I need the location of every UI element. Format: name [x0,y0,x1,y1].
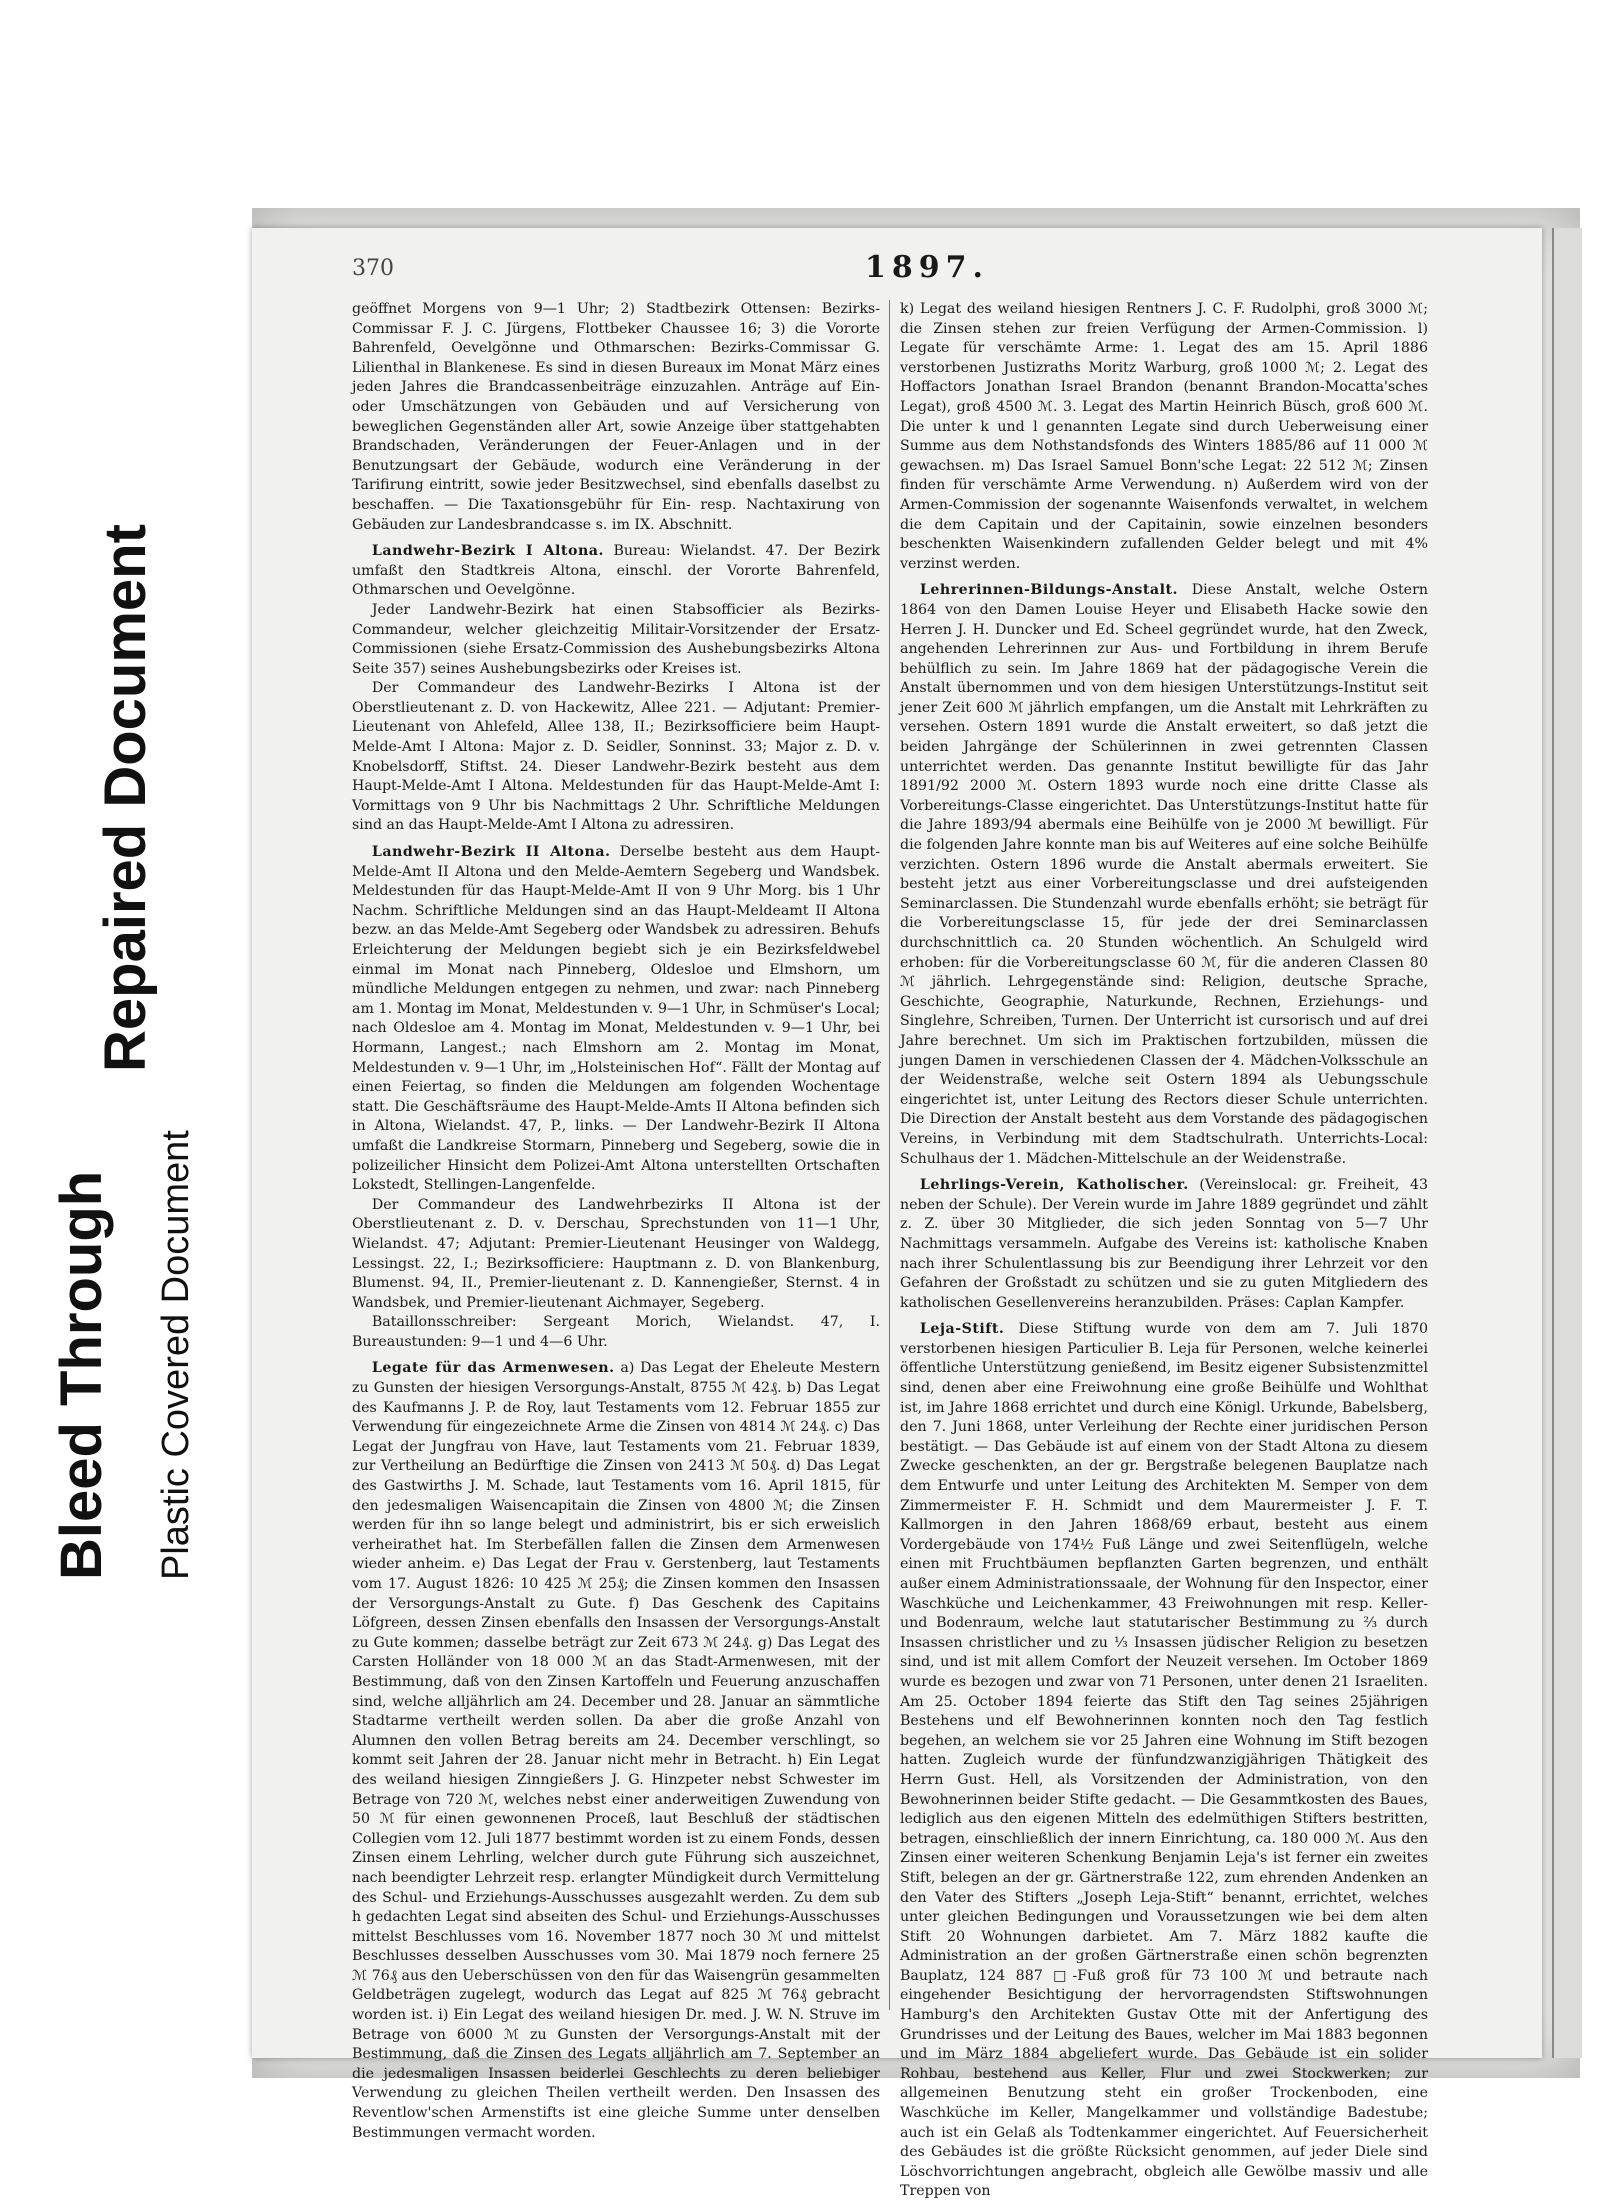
entry-heading: Legate für das Armenwesen. [371,1360,615,1377]
page-year: 1897. [865,250,989,285]
label-plastic-covered: Plastic Covered Document [155,1130,197,1580]
entry-heading: Landwehr-Bezirk II Altona. [371,844,611,861]
label-repaired-document: Repaired Document [93,524,158,1072]
entry-landwehr-1 [352,542,880,601]
paragraph: Jeder Landwehr-Bezirk hat einen Stabsofficier als Bezirks-Commandeur, welcher gleichzeitig Militair-Vorsitzender der Ersatz-Commissionen (siehe Ersatz-Commission des Aushebungsbezirks Altona Seite 357) seines Aushebungsbezirks oder Kreises ist. [352,601,880,677]
paragraph: Der Commandeur des Landwehrbezirks II Altona ist der Oberstlieutenant z. D. v. Derschau, Sprechstunden von 11—1 Uhr, Wielandst. 47; Adjutant: Premier-Lieutenant Heusinger von Waldegg, Lessingst. 22, I.; Bezirksofficiere: Hauptmann z. D. von Blankenburg, Blumenst. 94, II., Premier-lieutenant z. D. Kannengießer, Sternst. 4 in Wandsbek, und Premier-lieutenant Aichmayer, Segeberg. [352,1196,880,1311]
page-header [352,250,1502,290]
paragraph: Der Commandeur des Landwehr-Bezirks I Altona ist der Oberstlieutenant z. D. von Hackewitz, Allee 221. — Adjutant: Premier-Lieutenant von Ahlefeld, Allee 138, II.; Bezirksofficiere beim Haupt-Melde-Amt I Altona: Major z. D. Seidler, Sonninst. 33; Major z. D. v. Knobelsdorff, Stiftst. 24. Dieser Landwehr-Bezirk besteht aus dem Haupt-Melde-Amt I Altona. Meldestunden für das Haupt-Melde-Amt I: Vormittags von 9 Uhr bis Nachmittags 2 Uhr. Schriftliche Meldungen sind an das Haupt-Melde-Amt I Altona zu adressiren. [352,680,880,834]
entry-heading: Lehrlings-Verein, Katholischer. [919,1177,1189,1194]
entry-legate [352,1359,880,2143]
entry-heading: Lehrerinnen-Bildungs-Anstalt. [919,582,1178,599]
entry-text: Diese Anstalt, welche Ostern 1864 von den Damen Louise Heyer und Elisabeth Hacke sowie den Herren J. H. Duncker und Ed. Scheel gegründet wurde, hat den Zweck, angehenden Lehrerinnen zur Aus- und Fortbildung in ihrem Berufe behülflich zu sein. Im Jahre 1869 hat der pädagogische Verein die Anstalt übernommen und von dem hiesigen Unterstützungs-Institut seit jener Zeit 600 ℳ jährlich empfangen, um die Anstalt mit Lehrkräften zu versehen. Ostern 1891 wurde die Anstalt erweitert, so daß jetzt die beiden Jahrgänge der Schülerinnen in zwei getrennten Classen unterrichtet werden. Das genannte Institut bewilligte für das Jahr 1891/92 2000 ℳ. Ostern 1893 wurde noch eine dritte Classe als Vorbereitungs-Classe eingerichtet. Das Unterstützungs-Institut hatte für die Jahre 1893/94 abermals eine Beihülfe von je 2000 ℳ bewilligt. Für die folgenden Jahre konnte man bis auf Weiteres auf eine solche Beihülfe verzichten. Ostern 1896 wurde die Anstalt abermals erweitert. Sie besteht jetzt aus einer Vorbereitungsclasse und drei aufsteigenden Seminarclassen. Die Stundenzahl wurde ebenfalls erhöht; sie beträgt für die Vorbereitungsclasse 15, für jede der drei Seminarclassen durchschnittlich ca. 20 Stunden wöchentlich. An Schulgeld wird erhoben: für die Vorbereitungsclasse 60 ℳ, für die anderen Classen 80 ℳ jährlich. Lehrgegenstände sind: Religion, deutsche Sprache, Geschichte, Geographie, Naturkunde, Rechnen, Erziehungs- und Singlehre, Schreiben, Turnen. Der Unterricht ist cursorisch und auf drei Jahre berechnet. Um sich im Praktischen fortzubilden, müssen die jungen Damen in verschiedenen Classen der 4. Mädchen-Volksschule an der Weidenstraße, welche seit Ostern 1894 als Uebungsschule eingerichtet ist, unter Leitung des Rectors dieser Schule unterrichten. Die Direction der Anstalt besteht aus dem Vorstande des pädagogischen Vereins, in Verbindung mit dem Stadtschulrath. Unterrichts-Local: Schulhaus der 1. Mädchen-Mittelschule an der Weidenstraße. [900,582,1428,1167]
scanned-page-area [252,208,1580,2200]
entry-lehrerinnen [900,581,1428,1169]
document-page [252,228,1542,2200]
entry-heading: Leja-Stift. [919,1321,1005,1338]
entry-lehrlings-verein [900,1176,1428,1313]
right-column [900,300,1429,2200]
entry-landwehr-2 [352,843,880,1196]
entry-text: (Vereinslocal: gr. Freiheit, 43 neben der Schule). Der Verein wurde im Jahre 1889 gegründet und zählt z. Z. über 30 Mitglieder, die sich jeden Sonntag von 5—7 Uhr Nachmittags versammeln. Aufgabe des Vereins ist: katholische Knaben nach ihrer Schulentlassung bis zur Beendigung ihrer Lehrzeit vor den Gefahren der Großstadt zu schützen und sie zu guten Mitgliedern des katholischen Gesellenvereins heranzubilden. Präses: Caplan Kampfer. [900,1177,1428,1311]
side-labels [30,524,200,1600]
page-number: 370 [352,256,394,281]
column-divider [889,300,890,2010]
entry-text: Diese Stiftung wurde von dem am 7. Juli 1870 verstorbenen hiesigen Particulier B. Leja für Personen, welche keinerlei öffentliche Unterstützung genießend, im Besitz eigener Subsistenzmittel sind, denen aber eine Freiwohnung eine große Beihülfe und Wohlthat ist, im Jahre 1868 errichtet und durch eine Königl. Urkunde, Babelsberg, den 7. Juni 1868, unter Verleihung der Rechte einer juridischen Person bestätigt. — Das Gebäude ist auf einem von der Stadt Altona zu diesem Zwecke geschenkten, an der gr. Bergstraße belegenen Bauplatze nach dem Entwurfe und unter Leitung des Architekten M. Semper von dem Zimmermeister F. H. Schmidt und dem Maurermeister J. F. T. Kallmorgen in den Jahren 1868/69 erbaut, besteht aus einem Vordergebäude von 174½ Fuß Länge und zwei Seitenflügeln, welche einen mit Fruchtbäumen bepflanzten Garten begrenzen, und enthält außer einem Administrationssaale, der Wohnung für den Inspector, einer Waschküche und Leichenkammer, 43 Freiwohnungen mit resp. Keller- und Bodenraum, welche laut statutarischer Bestimmung zu ⅔ durch Insassen christlicher und zu ⅓ Insassen jüdischer Religion zu besetzen sind, und ist mit allem Comfort der Neuzeit versehen. Im October 1869 wurde es bezogen und zwar von 71 Personen, unter denen 21 Israeliten. Am 25. October 1894 feierte das Stift den Tag seines 25jährigen Bestehens und elf Bewohnerinnen konnten noch den Tag festlich begehen, an welchem sie vor 25 Jahren eine Wohnung im Stift bezogen hatten. Zugleich wurde der fünfundzwanzigjährigen Thätigkeit des Herrn Gust. Hell, als Vorsitzenden der Administration, von den Bewohnerinnen beider Stifte gedacht. — Die Gesammtkosten des Baues, lediglich aus den eigenen Mitteln des edelmüthigen Stifters bestritten, betragen, einschließlich der innern Einrichtung, ca. 180 000 ℳ. Aus den Zinsen einer weiteren Schenkung Benjamin Leja's ist ferner ein zweites Stift, belegen an der gr. Gärtnerstraße 122, zum ehrenden Andenken an den Vater des Stifters „Joseph Leja-Stift“ benannt, errichtet, welches unter gleichen Bedingungen und Voraussetzungen wie bei dem alten Stift 20 Wohnungen darbietet. Am 7. März 1882 kaufte die Administration an der großen Gärtnerstraße einen schön begrenzten Bauplatz, 124 887 □-Fuß groß für 73 100 ℳ und betraute nach eingehender Besichtigung der hervorragendsten Stiftswohnungen Hamburg's den Architekten Gustav Otte mit der Anfertigung des Grundrisses und der Leitung des Baues, welcher im Mai 1883 begonnen und im März 1884 abgeliefert wurde. Das Gebäude ist ein solider Rohbau, bestehend aus Keller, Flur und zwei Stockwerken; zur allgemeinen Benutzung steht ein großer Trockenboden, eine Waschküche im Keller, Mangelkammer und vollständige Badestube; auch ist ein Gelaß als Todtenkammer eingerichtet. Auf Feuersicherheit des Gebäudes ist die größte Rücksicht genommen, auf jeder Diele sind Löschvorrichtungen angebracht, obgleich alle Gewölbe massiv und alle Treppen von [900,1321,1429,2200]
adjacent-page-edge [1552,228,1582,2058]
entry-text: Bureau: Wielandst. 47. Der Bezirk umfaßt den Stadtkreis Altona, einschl. der Vororte Bahrenfeld, Othmarschen und Oevelgönne. [352,543,880,599]
entry-text: Derselbe besteht aus dem Haupt-Melde-Amt II Altona und den Melde-Aemtern Segeberg und Wandsbek. Meldestunden für das Haupt-Melde-Amt II von 9 Uhr Morg. bis 1 Uhr Nachm. Schriftliche Meldungen sind an das Haupt-Meldeamt II Altona bezw. an das Melde-Amt Segeberg oder Wandsbek zu adressiren. Behufs Erleichterung der Meldungen begiebt sich je ein Bezirksfeldwebel einmal im Monat nach Pinneberg, Oldesloe und Elmshorn, um mündliche Meldungen entgegen zu nehmen, und zwar: nach Pinneberg am 1. Montag im Monat, Meldestunden v. 9—1 Uhr, in Schmüser's Local; nach Oldesloe am 4. Montag im Monat, Meldestunden v. 9—1 Uhr, bei Hormann, Langest.; nach Elmshorn am 2. Montag im Monat, Meldestunden v. 9—1 Uhr, im „Holsteinischen Hof“. Fällt der Montag auf einen Feiertag, so finden die Meldungen am folgenden Wochentage statt. Die Geschäftsräume des Haupt-Melde-Amts II Altona befinden sich in Altona, Wielandst. 47, P., links. — Der Landwehr-Bezirk II Altona umfaßt die Landkreise Stormarn, Pinneberg und Segeberg, sowie die in polizeilicher Hinsicht dem Polizei-Amt Altona unterstellten Ortschaften Lokstedt, Stellingen-Langenfelde. [352,844,880,1194]
label-bleed-through: Bleed Through [49,1170,114,1580]
left-column [352,300,880,2141]
paragraph: k) Legat des weiland hiesigen Rentners J. C. F. Rudolphi, groß 3000 ℳ; die Zinsen stehen zur freien Verfügung der Armen-Commission. l) Legate für verschämte Arme: 1. Legat des am 15. April 1886 verstorbenen Justizraths Moritz Warburg, groß 1000 ℳ; 2. Legat des Hoffactors Jonathan Israel Brandon (benannt Brandon-Mocatta'sches Legat), groß 4500 ℳ. 3. Legat des Martin Heinrich Büsch, groß 600 ℳ. Die unter k und l genannten Legate sind durch Ueberweisung einer Summe aus dem Nothstandsfonds des Winters 1885/86 auf 11 000 ℳ gewachsen. m) Das Israel Samuel Bonn'sche Legat: 22 512 ℳ; Zinsen finden für verschämte Arme Verwendung. n) Außerdem wird von der Armen-Commission der sogenannte Waisenfonds verwaltet, in welchem die dem Capitain und der Capitainin, sowie einzelnen besonders beschenkten Waisenkindern zufallenden Gelder belegt und mit 4% verzinst werden. [900,301,1428,572]
paragraph: geöffnet Morgens von 9—1 Uhr; 2) Stadtbezirk Ottensen: Bezirks-Commissar F. J. C. Jürgens, Flottbeker Chaussee 16; 3) die Vororte Bahrenfeld, Oevelgönne und Othmarschen: Bezirks-Commissar G. Lilienthal in Blankenese. Es sind in diesen Bureaux im Monat März eines jeden Jahres die Brandcassenbeiträge einzuzahlen. Anträge auf Ein- oder Umschätzungen von Gebäuden und auf Versicherung von beweglichen Gegenständen aller Art, sowie Anzeige über stattgehabten Brandschaden, Veränderungen der Feuer-Anlagen und in der Benutzungsart der Gebäude, wodurch eine Veränderung in der Tarifirung eintritt, sowie jeder Besitzwechsel, sind ebenfalls daselbst zu beschaffen. — Die Taxationsgebühr für Ein- resp. Nachtaxirung von Gebäuden zur Landesbrandcasse s. im IX. Abschnitt. [352,301,880,533]
entry-text: a) Das Legat der Eheleute Mestern zu Gunsten der hiesigen Versorgungs-Anstalt, 8755 ℳ 42₰. b) Das Legat des Kaufmanns J. P. de Roy, laut Testaments vom 12. Februar 1855 zur Verwendung für eingezeichnete Arme die Zinsen von 4814 ℳ 24₰. c) Das Legat der Jungfrau von Have, laut Testaments vom 21. Februar 1839, zur Vertheilung an Bedürftige die Zinsen von 2413 ℳ 50₰. d) Das Legat des Gastwirths J. M. Schade, laut Testaments vom 16. April 1815, für den jedesmaligen Waisencapitain die Zinsen von 4800 ℳ; die Zinsen werden für ihn so lange belegt und administrirt, bis er sich erweislich verheirathet hat. Im Sterbefällen fallen die Zinsen dem Armenwesen wieder anheim. e) Das Legat der Frau v. Gerstenberg, laut Testaments vom 17. August 1826: 10 425 ℳ 25₰; die Zinsen kommen den Insassen der Versorgungs-Anstalt zu Gute. f) Das Geschenk des Capitains Löfgreen, dessen Zinsen ebenfalls den Insassen der Versorgungs-Anstalt zu Gute kommen; dasselbe beträgt zur Zeit 673 ℳ 24₰. g) Das Legat des Carsten Holländer von 18 000 ℳ an das Stadt-Armenwesen, mit der Bestimmung, daß von den Zinsen Kartoffeln und Feuerung anzuschaffen sind, welche alljährlich am 24. December und 28. Januar an sämmtliche Stadtarme vertheilt werden sollen. Da aber die große Anzahl von Alumnen den vollen Betrag bereits am 24. December verschlingt, so kommt seit Jahren der 28. Januar nicht mehr in Betracht. h) Ein Legat des weiland hiesigen Zinngießers J. G. Hinzpeter nebst Schwester im Betrage von 720 ℳ, welches nebst einer anderweitigen Zuwendung von 50 ℳ für einen gewonnenen Proceß, laut Beschluß der städtischen Collegien vom 12. Juli 1877 bestimmt worden ist zu einem Fonds, dessen Zinsen einem Lehrling, welcher durch gute Führung sich auszeichnet, nach beendigter Lehrzeit resp. erlangter Mündigkeit durch Vermittelung des Schul- und Erziehungs-Ausschusses ausgezahlt werden. Zu dem sub h gedachten Legat sind abseiten des Schul- und Erziehungs-Ausschusses mittelst Beschlusses vom 16. November 1877 noch 30 ℳ und mittelst Beschlusses desselben Ausschusses vom 30. Mai 1879 noch fernere 25 ℳ 76₰ aus den Ueberschüssen von den für das Waisengrün gesammelten Geldbeträgen zugelegt, wodurch das Legat auf 825 ℳ 76₰ gebracht worden ist. i) Ein Legat des weiland hiesigen Dr. med. J. W. N. Struve im Betrage von 6000 ℳ zu Gunsten der Versorgungs-Anstalt mit der Bestimmung, daß die Zinsen des Legats alljährlich am 7. September an die jedesmaligen Insassen beiderlei Geschlechts zu deren beliebiger Verwendung zu gleichen Theilen vertheilt werden. Den Insassen des Reventlow'schen Armenstifts ist eine gleiche Summe unter denselben Bestimmungen vermacht worden. [352,1360,880,2141]
entry-leja-stift [900,1320,1428,2202]
entry-heading: Landwehr-Bezirk I Altona. [371,543,604,560]
paragraph: Bataillonsschreiber: Sergeant Morich, Wielandst. 47, I. Bureaustunden: 9—1 und 4—6 Uhr. [352,1314,880,1350]
